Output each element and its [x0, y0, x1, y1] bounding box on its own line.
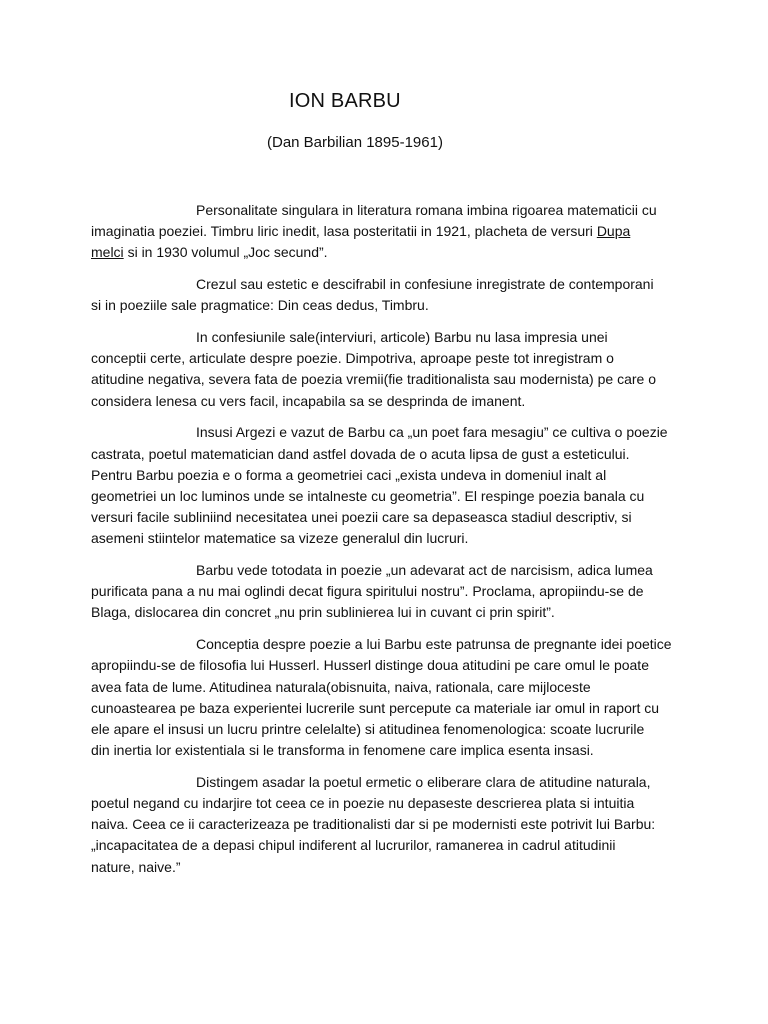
paragraph-6	[91, 634, 677, 761]
text-line-segment: imaginatia poeziei. Timbru liric inedit, lasa posteritatii in 1921, placheta de versuri	[91, 223, 593, 240]
text-line	[91, 221, 677, 242]
text-line: si in poeziile sale pragmatice: Din ceas dedus, Timbru.	[91, 297, 429, 314]
text-line: purificata pana a nu mai oglindi decat figura spiritului nostru”. Proclama, apropiindu-se de	[91, 583, 644, 600]
text-line	[91, 242, 677, 263]
text-line-segment: si in 1930 volumul „Joc secund”.	[127, 244, 328, 261]
paragraph-4	[91, 422, 677, 549]
text-line: conceptii certe, articulate despre poezie. Dimpotriva, aproape peste tot inregistram o	[91, 350, 614, 367]
text-line: nature, naive.”	[91, 858, 181, 875]
paragraph-3	[91, 327, 677, 412]
text-line: considera lenesa cu vers facil, incapabila sa se desprinda de imanent.	[91, 392, 526, 409]
text-line: Barbu vede totodata in poezie „un adevarat act de narcisism, adica lumea	[196, 562, 653, 579]
text-line: atitudine negativa, severa fata de poezia vremii(fie traditionalista sau modernista) pe care o	[91, 371, 656, 388]
text-line: cunoastearea pe baza experientei lucrerile sunt percepute ca materiale iar omul in raport cu	[91, 699, 660, 716]
text-line: Conceptia despre poezie a lui Barbu este patrunsa de pregnante idei poetice	[196, 636, 672, 653]
text-line: geometriei un loc luminos unde se intalneste cu geometria”. El respinge poezia banala cu	[91, 487, 645, 504]
text-line: Personalitate singulara in literatura romana imbina rigoarea matematicii cu	[196, 202, 657, 218]
text-line: avea fata de lume. Atitudinea naturala(obisnuita, naiva, rationala, care mijloceste	[91, 678, 591, 695]
paragraph-7	[91, 772, 677, 878]
text-line: poetul negand cu indarjire tot ceea ce in poezie nu depaseste descrierea plata si intuitia	[91, 795, 635, 812]
text-line: asemeni stiintelor matematice sa vizeze generalul din lucruri.	[91, 530, 469, 547]
page-subtitle: (Dan Barbilian 1895-1961)	[267, 134, 443, 151]
text-line: ele apare el insusi un lucru printre celelalte) si atitudinea fenomenologica: scoate lucrurile	[91, 720, 645, 737]
paragraph-5	[91, 560, 677, 624]
document-body	[91, 200, 677, 888]
text-line: „incapacitatea de a depasi chipul indiferent al lucrurilor, ramanerea in cadrul atitudinii	[91, 837, 616, 854]
text-line: Distingem asadar la poetul ermetic o eliberare clara de atitudine naturala,	[196, 773, 651, 790]
book-title-link-part-1[interactable]: Dupa	[596, 223, 631, 240]
text-line: apropiindu-se de filosofia lui Husserl. Husserl distinge doua atitudini pe care omul le poate	[91, 657, 649, 674]
text-line: versuri facile subliniind necesitatea unei poezii care sa depaseasca stadiul descriptiv, si	[91, 509, 632, 526]
page-title: ION BARBU	[289, 90, 401, 112]
book-title-link-part-2[interactable]: melci	[91, 244, 124, 261]
paragraph-2	[91, 274, 677, 316]
text-line: din inertia lor existentiala si le transforma in fenomene care implica esenta insasi.	[91, 742, 594, 759]
text-line: naiva. Ceea ce ii caracterizeaza pe traditionalisti dar si pe modernisti este potrivit lui Barbu:	[91, 816, 656, 833]
text-line: Pentru Barbu poezia e o forma a geometriei caci „exista undeva in domeniul inalt al	[91, 466, 607, 483]
text-line: Insusi Argezi e vazut de Barbu ca „un poet fara mesagiu” ce cultiva o poezie	[196, 424, 668, 441]
text-line: Blaga, dislocarea din concret „nu prin sublinierea lui in cuvant ci prin spirit”.	[91, 604, 555, 621]
text-line: In confesiunile sale(interviuri, articole) Barbu nu lasa impresia unei	[196, 329, 608, 346]
paragraph-1	[91, 200, 677, 264]
text-line: castrata, poetul matematician dand astfel dovada de o acuta lipsa de gust a esteticului.	[91, 445, 630, 462]
text-line: Crezul sau estetic e descifrabil in confesiune inregistrate de contemporani	[196, 276, 654, 293]
